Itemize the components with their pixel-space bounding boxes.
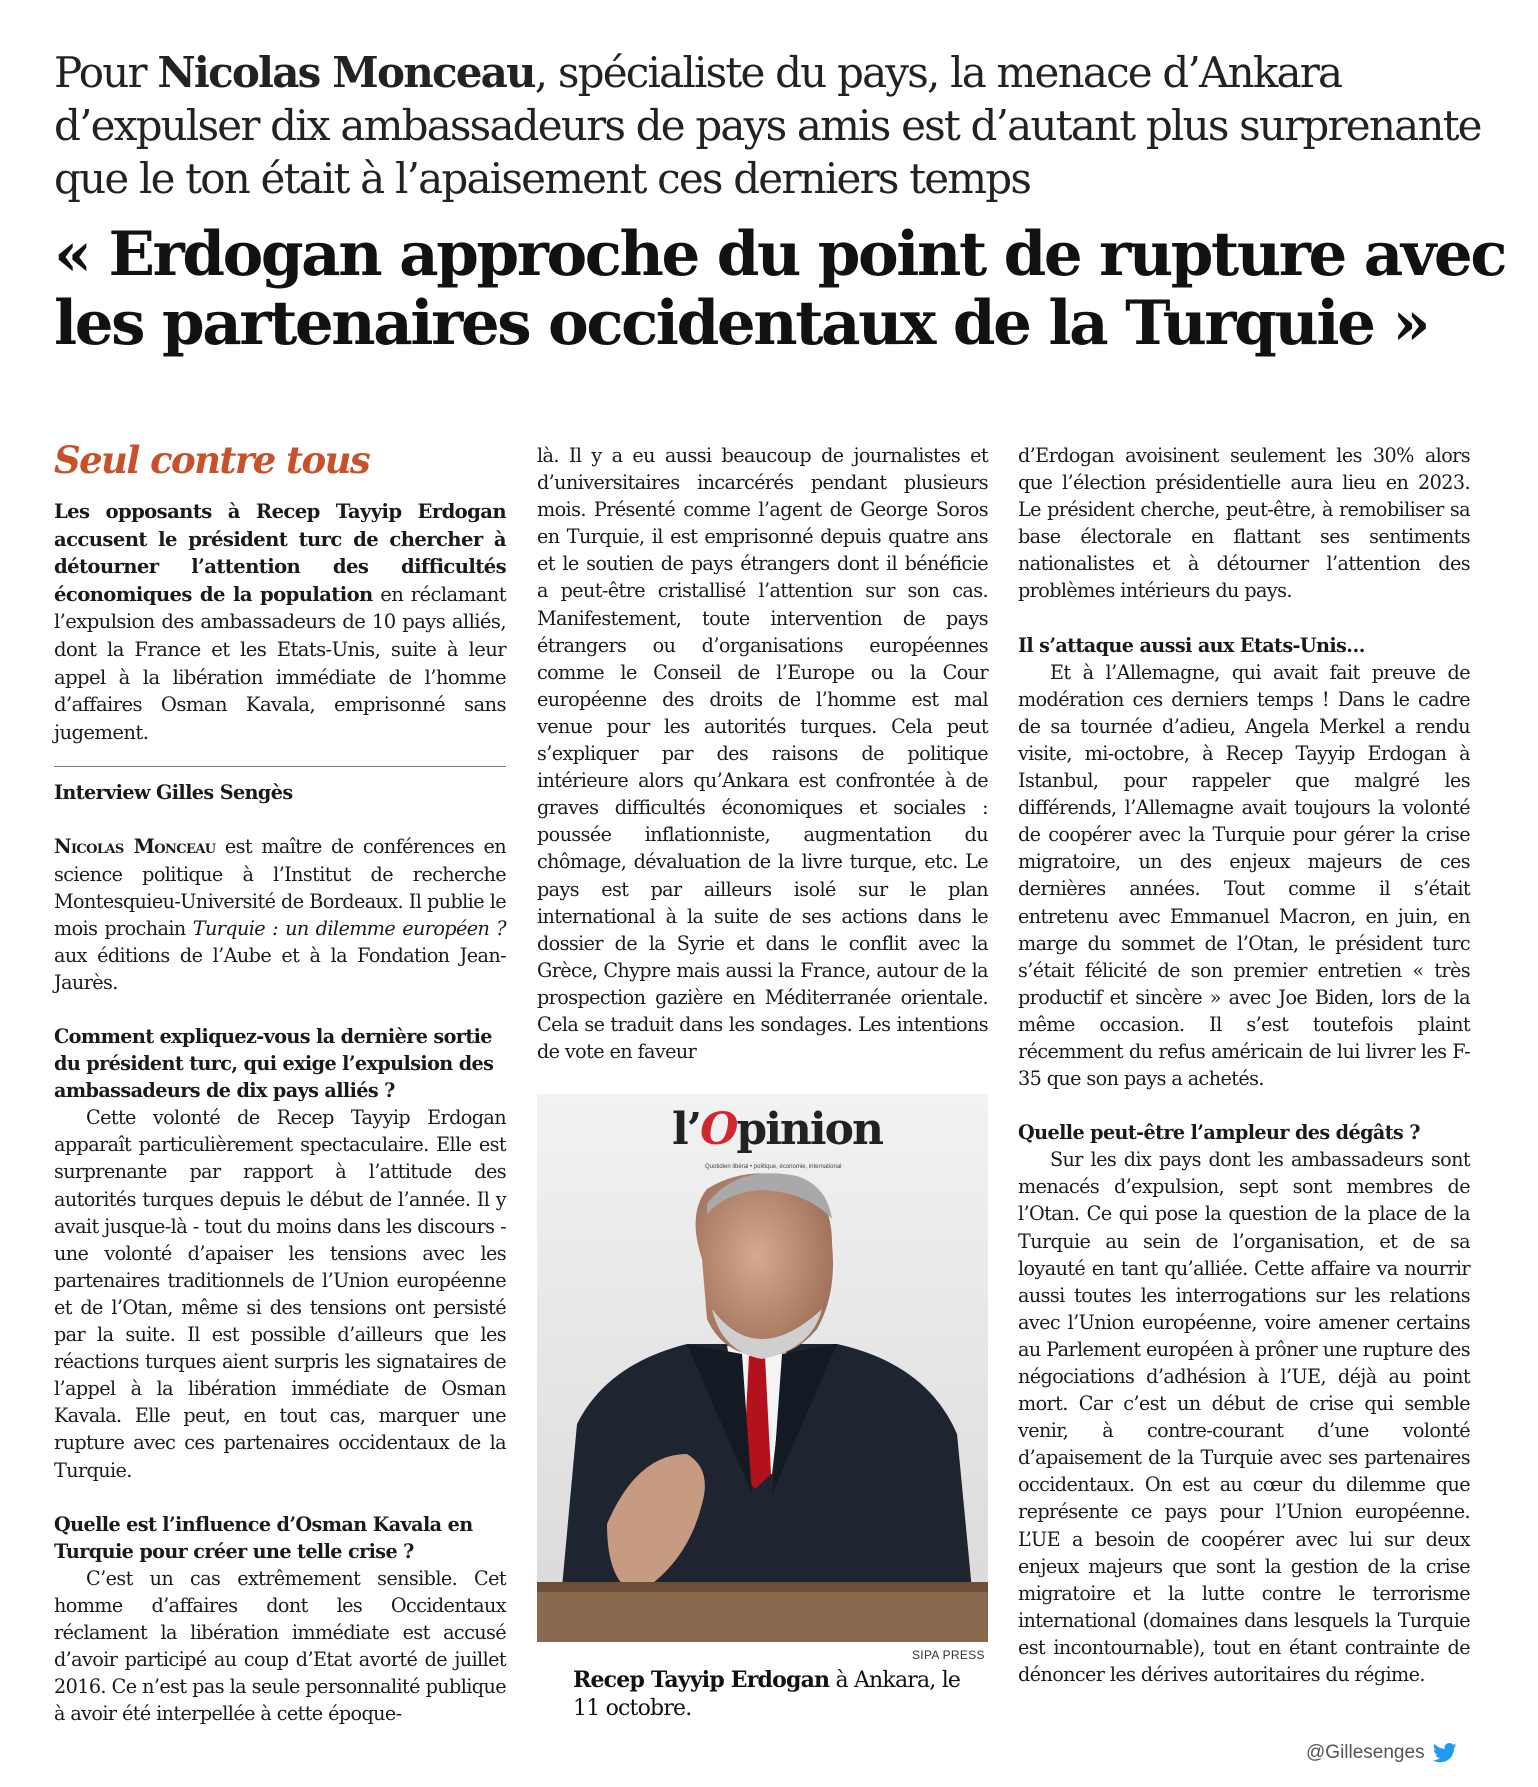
- masthead-tagline: Quotidien libéral • politique, économie, international: [705, 1164, 842, 1170]
- masthead-logo: l’Opinion: [672, 1104, 882, 1155]
- chapo: Les opposants à Recep Tayyip Erdogan accusent le président turc de chercher à détourner l’attention des difficultés économiques de la population en réclamant l’expulsion des ambassadeurs de 10 pays alliés, dont la France et les Etats-Unis, suite à leur appel à la libération immédiate de l’homme d’affaires Osman Kavala, emprisonné sans jugement.: [54, 500, 506, 744]
- answer-3: Et à l’Allemagne, qui avait fait preuve de modération ces derniers temps ! Dans le cadre de sa tournée d’adieu, Angela Merkel a rendu visite, mi-octobre, à Recep Tayyip Erdogan à Istanbul, pour rappeler que malgré les différends, l’Allemagne avait toujours la volonté de coopérer avec la Turquie pour gérer la crise migratoire, un des enjeux majeurs de ces dernières années. Tout comme il s’était entretenu avec Emmanuel Macron, en juin, en marge du sommet de l’Otan, le président turc s’était félicité de son premier entretien « très productif et sincère » avec Joe Biden, lors de la même occasion. Il s’est toutefois plaint récemment du refus américain de lui livrer les F-35 que son pays a achetés.: [1018, 660, 1470, 1091]
- column-2: [537, 442, 988, 1065]
- answer-2-part-2: là. Il y a eu aussi beaucoup de journalistes et d’universitaires incarcérés pendant plusieurs mois. Présenté comme l’agent de George Soros en Turquie, il est emprisonné depuis quatre ans et le soutien de pays étrangers dont il bénéficie a peut-être cristallisé l’attention sur son cas. Manifestement, toute intervention de pays étrangers ou d’organisations européennes comme le Conseil de l’Europe ou la Cour européenne des droits de l’homme est mal venue pour les autorités turques. Cela peut s’expliquer par des raisons de politique intérieure alors qu’Ankara est confrontée à de graves difficultés économiques et sociales : poussée inflationniste, augmentation du chômage, dévaluation de la livre turque, etc. Le pays est par ailleurs isolé sur le plan international à la suite de ses actions dans le dossier de la Syrie et dans le conflit avec la Grèce, Chypre mais aussi la France, autour de la prospection gazière en Méditerranée orientale. Cela se traduit dans les sondages. Les intentions de vote en faveur: [537, 444, 988, 1064]
- photo-credit: SIPA PRESS: [912, 1648, 985, 1662]
- column-1: [54, 438, 506, 1727]
- twitter-handle[interactable]: @Gillesenges: [1306, 1742, 1425, 1763]
- question-2: Quelle est l’influence d’Osman Kavala en Turquie pour créer une telle crise ?: [54, 1512, 473, 1563]
- twitter-bird-icon: [1433, 1743, 1457, 1763]
- question-1: Comment expliquez-vous la dernière sortie du président turc, qui exige l’expulsion des ambassadeurs de dix pays alliés ?: [54, 1025, 494, 1103]
- byline: Interview Gilles Sengès: [54, 781, 293, 805]
- headline: « Erdogan approche du point de rupture avec les partenaires occidentaux de la Turquie »: [54, 219, 1506, 359]
- answer-1: Cette volonté de Recep Tayyip Erdogan apparaît particulièrement spectaculaire. Elle est surprenante par rapport à l’attitude des autorités turques depuis le début de l’année. Il y avait jusque-là - tout du moins dans les discours - une volonté d’apaiser les tensions avec les partenaires traditionnels de l’Union européenne et de l’Otan, même si des tensions ont persisté par la suite. Il est possible d’ailleurs que les réactions turques aient surpris les signataires de l’appel à la libération immédiate de Osman Kavala. Elle peut, en tout cas, marquer une rupture avec ces partenaires occidentaux de la Turquie.: [54, 1106, 506, 1482]
- answer-2-part-3: d’Erdogan avoisinent seulement les 30% alors que l’élection présidentielle aura lieu en 2023. Le président cherche, peut-être, à remobiliser sa base électorale en flattant ses sentiments nationalistes et à détourner l’attention des problèmes intérieurs du pays.: [1018, 444, 1470, 603]
- erdogan-photo: [537, 1094, 988, 1642]
- subhead: Il s’attaque aussi aux Etats-Unis…: [1018, 633, 1365, 657]
- twitter-credit[interactable]: [1306, 1742, 1457, 1764]
- answer-2-part-1: C’est un cas extrêmement sensible. Cet homme d’affaires dont les Occidentaux réclament la libération immédiate est accusé d’avoir participé au coup d’Etat avorté de juillet 2016. Ce n’est pas la seule personnalité publique à avoir été interpellée à cette époque-: [54, 1566, 506, 1726]
- kicker-name: Nicolas Monceau: [157, 48, 535, 97]
- question-3: Quelle peut-être l’ampleur des dégâts ?: [1018, 1121, 1420, 1145]
- photo-caption: Recep Tayyip Erdogan à Ankara, le 11 octobre.: [573, 1667, 961, 1721]
- bio: Nicolas Monceau est maître de conférences en science politique à l’Institut de recherche Montesquieu-Université de Bordeaux. Il publie le mois prochain Turquie : un dilemme européen ? aux éditions de l’Aube et à la Fondation Jean-Jaurès.: [54, 835, 506, 994]
- rubric: Seul contre tous: [54, 438, 370, 482]
- column-3: [1018, 442, 1470, 1688]
- kicker: Pour Nicolas Monceau, spécialiste du pays, la menace d’Ankara d’expulser dix ambassadeurs de pays amis est d’autant plus surprenante que le ton était à l’apaisement ces derniers temps: [54, 48, 1481, 203]
- answer-4: Sur les dix pays dont les ambassadeurs sont menacés d’expulsion, sept sont membres de l’Otan. Ce qui pose la question de la place de la Turquie au sein de l’organisation, et de sa loyauté en tant qu’alliée. Cette affaire va nourrir aussi toutes les interrogations sur les relations avec l’Union européenne, voire amener certains au Parlement européen à prôner une rupture des négociations d’adhésion à l’UE, déjà au point mort. Car c’est un début de crise qui semble venir, à contre-courant d’une volonté d’apaisement de la Turquie avec ses partenaires occidentaux. On est au cœur du dilemme que représente ce pays pour l’Union européenne. L’UE a besoin de coopérer avec lui sur deux enjeux majeurs que sont la gestion de la crise migratoire et la lutte contre le terrorisme international (domaines dans lesquels la Turquie est incontournable), tout en étant contrainte de dénoncer les dérives autoritaires du régime.: [1018, 1148, 1470, 1687]
- photo: [537, 1094, 988, 1642]
- divider: [54, 766, 506, 767]
